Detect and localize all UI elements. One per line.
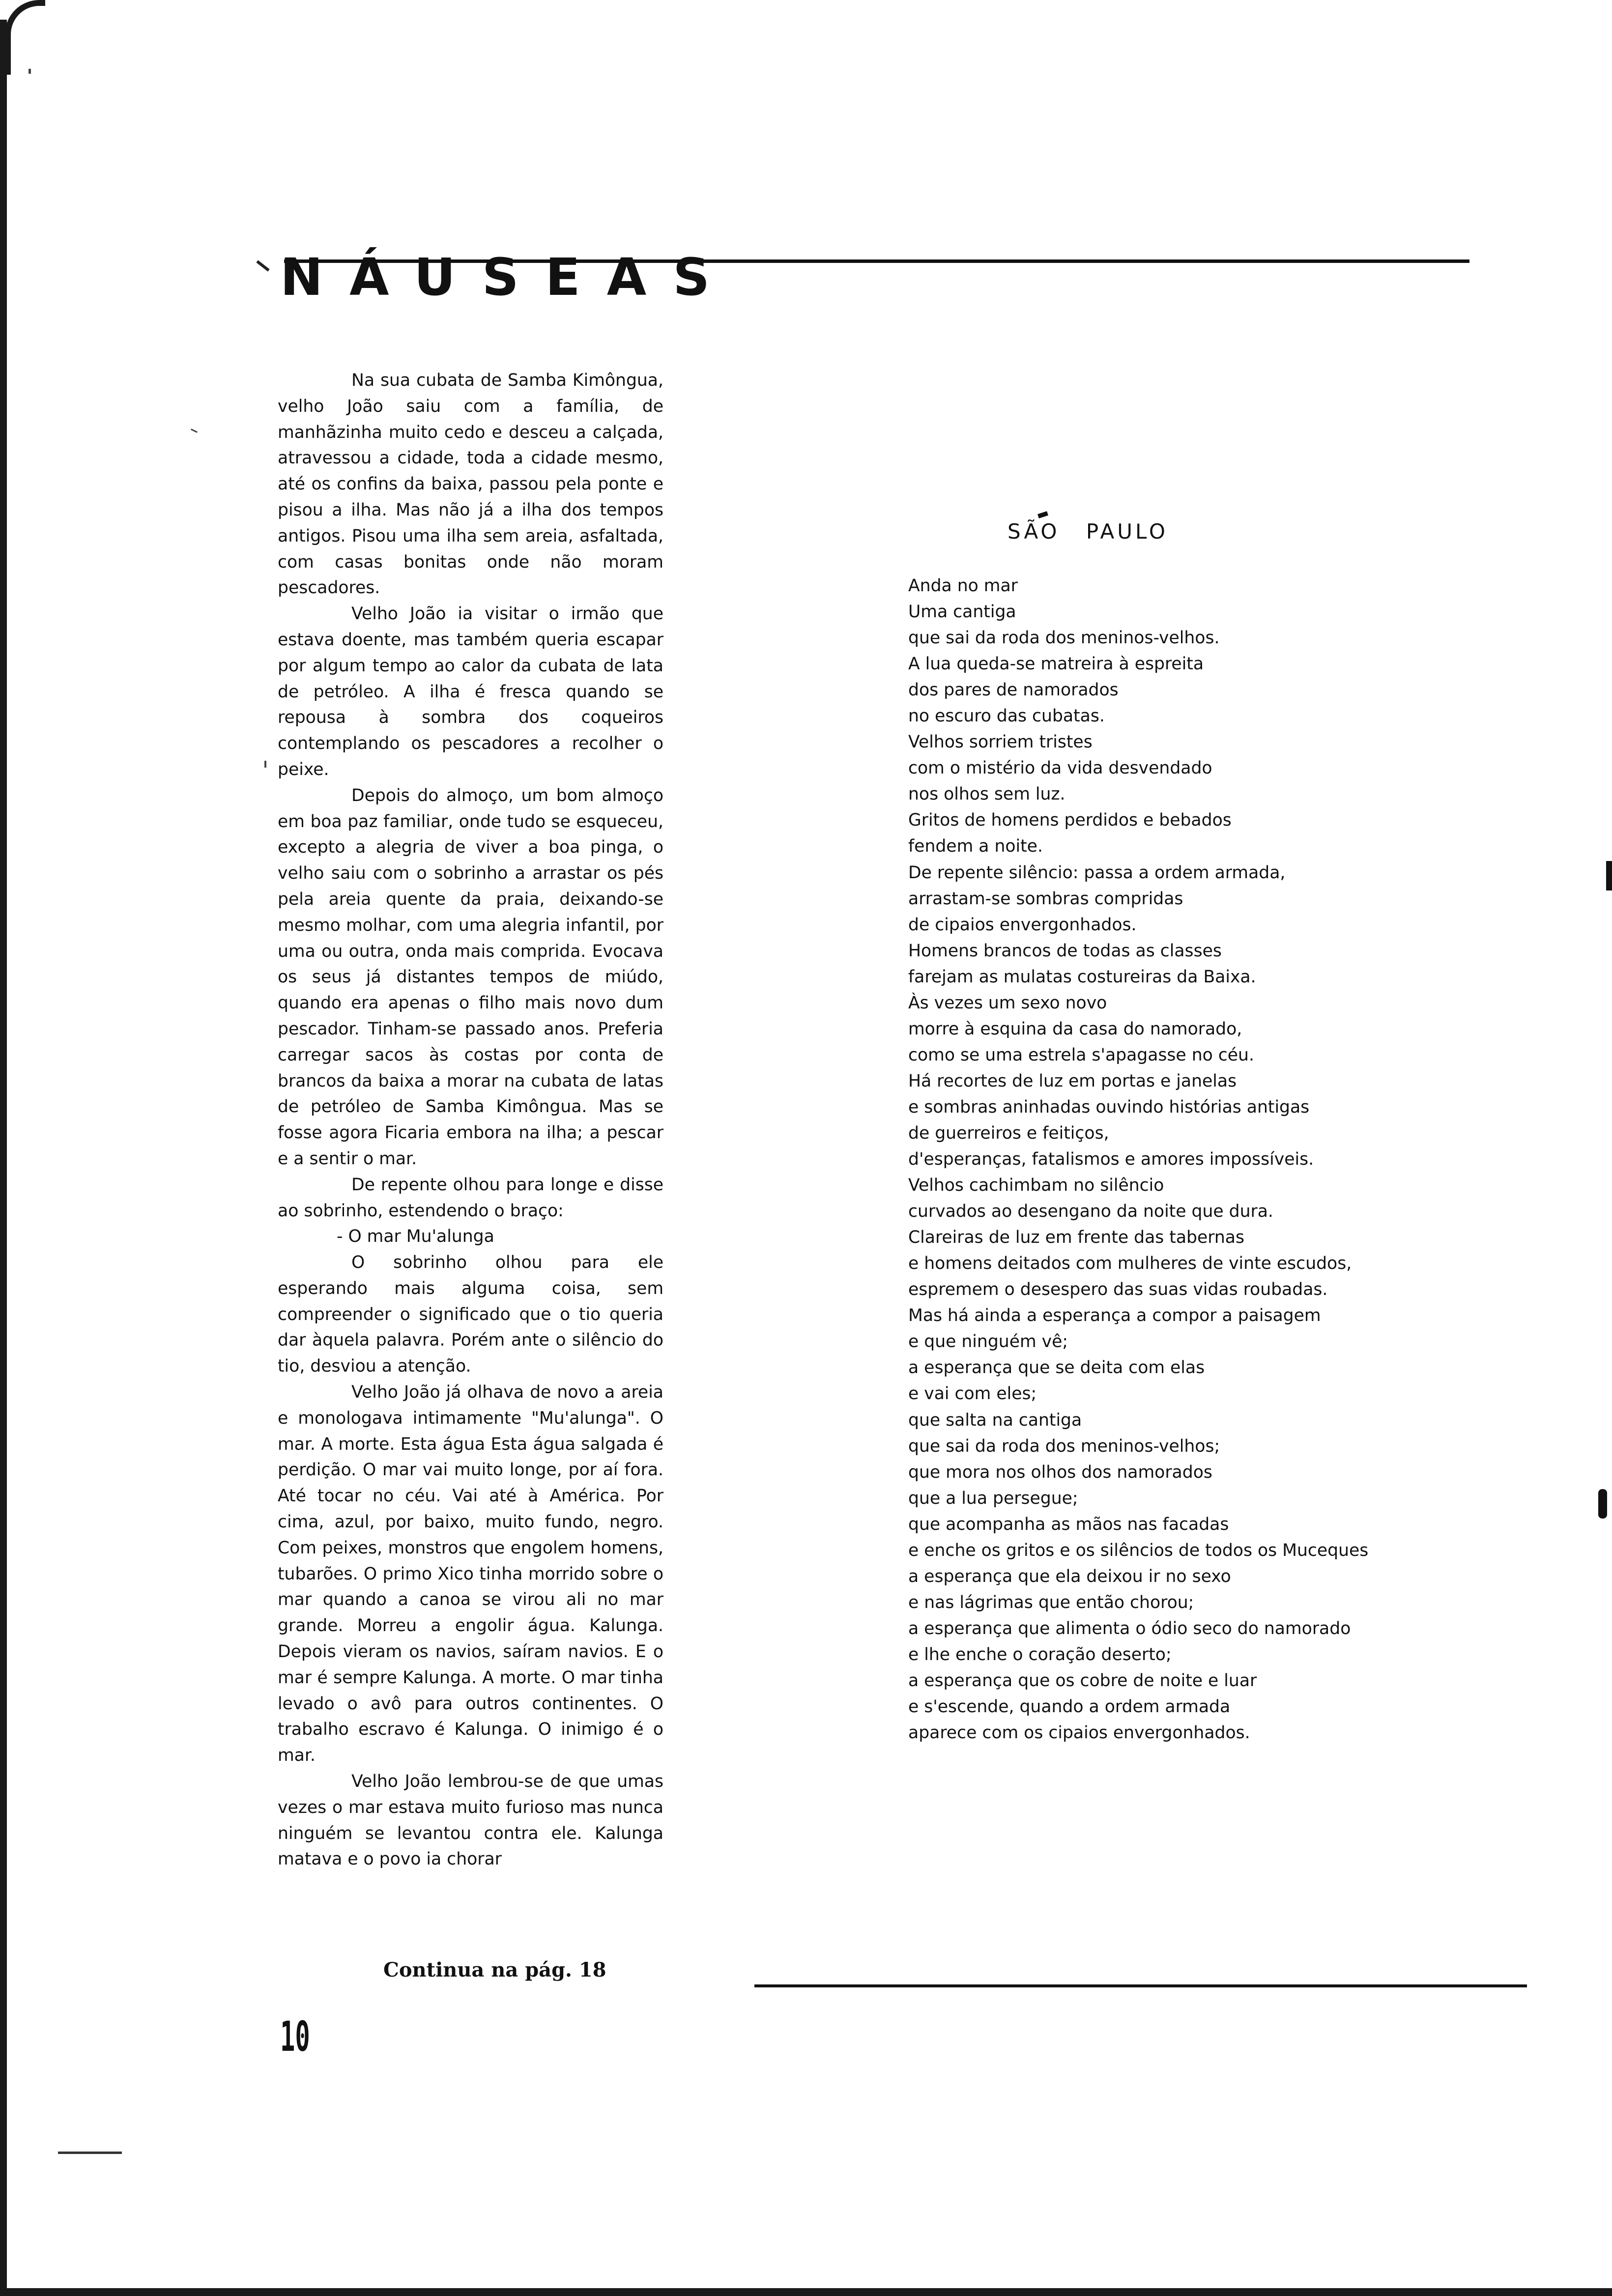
poem-line: Clareiras de luz em frente das tabernas	[908, 1228, 1244, 1248]
poem-title: SÃO PAULO	[1008, 519, 1168, 544]
poem-line: de cipaios envergonhados.	[908, 915, 1137, 935]
poem-line: aparece com os cipaios envergonhados.	[908, 1723, 1250, 1743]
poem-line: a esperança que ela deixou ir no sexo	[908, 1566, 1231, 1586]
poem-line: e enche os gritos e os silêncios de todos os Muceques	[908, 1540, 1369, 1560]
poem-column	[908, 573, 1473, 1746]
poem-line: Velhos sorriem tristes	[908, 732, 1093, 752]
poem-line: morre à esquina da casa do namorado,	[908, 1019, 1242, 1039]
scan-edge-left	[0, 20, 7, 2296]
margin-mark	[58, 2152, 122, 2154]
page-title: NÁUSEAS	[280, 247, 737, 307]
scan-edge-bottom	[0, 2288, 1612, 2296]
poem-line: a esperança que se deita com elas	[908, 1358, 1205, 1378]
poem-line: como se uma estrela s'apagasse no céu.	[908, 1045, 1254, 1065]
story-column	[278, 368, 663, 1872]
story-dialogue-line: - O mar Mu'alunga	[337, 1227, 494, 1247]
poem-line: Velhos cachimbam no silêncio	[908, 1176, 1164, 1196]
poem-line: Há recortes de luz em portas e janelas	[908, 1071, 1237, 1091]
poem-line: que mora nos olhos dos namorados	[908, 1462, 1212, 1482]
poem-title-accent	[1037, 511, 1048, 518]
story-paragraph: Depois do almoço, um bom almoço em boa paz familiar, onde tudo se esqueceu, excepto a alegria de viver a boa pinga, o velho saiu com o sobrinho a arrastar os pés pela areia quente da praia, deixando-se mesmo molhar, com uma alegria infantil, por uma ou outra, onda mais comprida. Evocava os seus já distantes tempos de miúdo, quando era apenas o filho mais novo dum pescador. Tinham-se passado anos. Preferia carregar sacos às costas por conta de brancos da baixa a morar na cubata de latas de petróleo de Samba Kimôngua. Mas se fosse agora Ficaria embora na ilha; a pescar e a sentir o mar.	[278, 785, 663, 1169]
page-number: 10	[280, 2012, 310, 2061]
story-paragraph: Velho João lembrou-se de que umas vezes o mar estava muito furioso mas nunca ninguém se levantou contra ele. Kalunga matava e o povo ia chorar	[278, 1772, 663, 1869]
poem-line: fendem a noite.	[908, 836, 1043, 857]
poem-line: que sai da roda dos meninos-velhos;	[908, 1436, 1220, 1456]
poem-line: dos pares de namorados	[908, 680, 1119, 700]
poem-line: de guerreiros e feitiços,	[908, 1123, 1109, 1143]
poem-line: Uma cantiga	[908, 602, 1016, 622]
continuation-note: Continua na pág. 18	[383, 1958, 606, 1981]
margin-mark	[264, 761, 266, 768]
poem-line: farejam as mulatas costureiras da Baixa.	[908, 967, 1256, 987]
poem-line: que acompanha as mãos nas facadas	[908, 1514, 1229, 1534]
poem-line: que salta na cantiga	[908, 1410, 1082, 1430]
scan-edge-curl	[5, 0, 45, 75]
story-paragraph: Velho João já olhava de novo a areia e monologava intimamente "Mu'alunga". O mar. A morte. Esta água Esta água salgada é perdição. O mar vai muito longe, por aí fora. Até tocar no céu. Vai até à América. Por cima, azul, por baixo, muito fundo, negro. Com peixes, monstros que engolem homens, tubarões. O primo Xico tinha morrido sobre o mar quando a canoa se virou ali no mar grande. Morreu a engolir água. Kalunga. Depois vieram os navios, saíram navios. E o mar é sempre Kalunga. A morte. O mar tinha levado o avô para outros continentes. O trabalho escravo é Kalunga. O inimigo é o mar.	[278, 1382, 663, 1766]
poem-line: e sombras aninhadas ouvindo histórias antigas	[908, 1097, 1310, 1117]
poem-line: Anda no mar	[908, 576, 1018, 596]
poem-line: no escuro das cubatas.	[908, 706, 1105, 726]
margin-mark	[1598, 1489, 1607, 1519]
poem-line: Às vezes um sexo novo	[908, 993, 1107, 1013]
poem-line: e s'escende, quando a ordem armada	[908, 1697, 1231, 1717]
poem-line: e vai com eles;	[908, 1384, 1037, 1404]
poem-line: arrastam-se sombras compridas	[908, 889, 1183, 909]
poem-line: que sai da roda dos meninos-velhos.	[908, 628, 1220, 648]
poem-line: A lua queda-se matreira à espreita	[908, 654, 1204, 674]
poem-line: Homens brancos de todas as classes	[908, 941, 1222, 961]
poem-line: e nas lágrimas que então chorou;	[908, 1592, 1194, 1612]
poem-line: nos olhos sem luz.	[908, 784, 1065, 804]
poem-line: Gritos de homens perdidos e bebados	[908, 810, 1232, 831]
poem-line: que a lua persegue;	[908, 1488, 1078, 1508]
margin-mark	[29, 69, 31, 74]
poem-line: a esperança que alimenta o ódio seco do namorado	[908, 1618, 1351, 1638]
poem-line: a esperança que os cobre de noite e luar	[908, 1670, 1257, 1691]
story-paragraph: O sobrinho olhou para ele esperando mais alguma coisa, sem compreender o significado que o tio queria dar àquela palavra. Porém ante o silêncio do tio, desviou a atenção.	[278, 1253, 663, 1377]
poem-line: Mas há ainda a esperança a compor a paisagem	[908, 1306, 1321, 1326]
story-paragraph: De repente olhou para longe e disse ao sobrinho, estendendo o braço:	[278, 1175, 663, 1221]
poem-line: curvados ao desengano da noite que dura.	[908, 1202, 1273, 1222]
poem-line: d'esperanças, fatalismos e amores impossíveis.	[908, 1149, 1314, 1170]
poem-line: com o mistério da vida desvendado	[908, 758, 1212, 778]
story-paragraph: Na sua cubata de Samba Kimôngua, velho João saiu com a família, de manhãzinha muito cedo e desceu a calçada, atravessou a cidade, toda a cidade mesmo, até os confins da baixa, passou pela ponte e pisou a ilha. Mas não já a ilha dos tempos antigos. Pisou uma ilha sem areia, asfaltada, com casas bonitas onde não moram pescadores.	[278, 371, 663, 598]
margin-mark	[191, 429, 198, 433]
poem-line: e lhe enche o coração deserto;	[908, 1644, 1172, 1665]
poem-line: De repente silêncio: passa a ordem armada,	[908, 862, 1286, 883]
poem-line: e homens deitados com mulheres de vinte escudos,	[908, 1254, 1352, 1274]
margin-mark	[1606, 861, 1612, 890]
poem-line: espremem o desespero das suas vidas roubadas.	[908, 1280, 1328, 1300]
title-tick-mark	[256, 260, 269, 271]
bottom-rule	[754, 1984, 1527, 1987]
poem-line: e que ninguém vê;	[908, 1332, 1068, 1352]
story-paragraph: Velho João ia visitar o irmão que estava doente, mas também queria escapar por algum tempo ao calor da cubata de lata de petróleo. A ilha é fresca quando se repousa à sombra dos coqueiros contemplando os pescadores a recolher o peixe.	[278, 604, 663, 779]
